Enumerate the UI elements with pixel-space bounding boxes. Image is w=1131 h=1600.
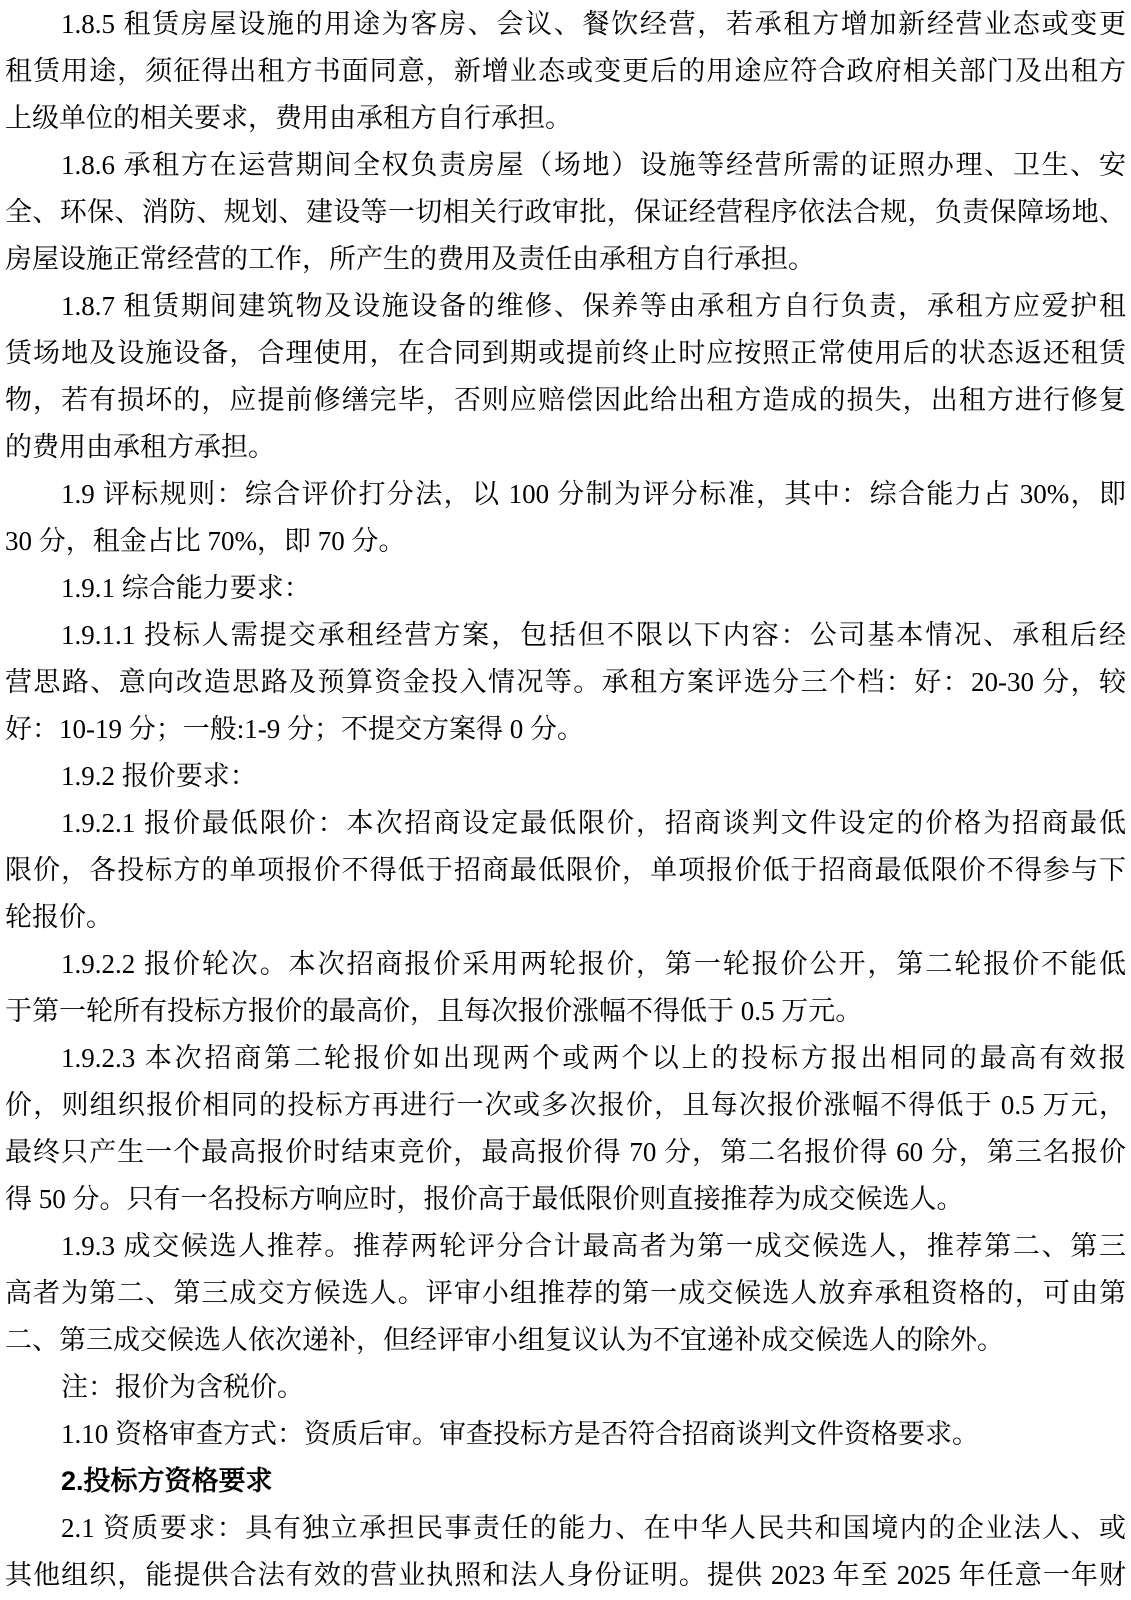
text-line: 30 分，租金占比 70%，即 70 分。 xyxy=(5,526,406,556)
clause-1.9.1.1 xyxy=(5,612,1126,753)
clause-2.1 xyxy=(5,1505,1126,1599)
text-line: 1.8.5 租赁房屋设施的用途为客房、会议、餐饮经营，若承租方增加新经营业态或变更 xyxy=(61,9,1126,39)
text-line: 赁场地及设施设备，合理使用，在合同到期或提前终止时应按照正常使用后的状态返还租赁 xyxy=(5,338,1126,368)
text-line: 1.9.2.3 本次招商第二轮报价如出现两个或两个以上的投标方报出相同的最高有效报 xyxy=(61,1043,1126,1073)
text-line: 的费用由承租方承担。 xyxy=(5,432,275,462)
text-line: 1.9 评标规则：综合评价打分法，以 100 分制为评分标准，其中：综合能力占 30%，即 xyxy=(61,479,1126,509)
text-line: 1.9.2.1 报价最低限价：本次招商设定最低限价，招商谈判文件设定的价格为招商最低 xyxy=(61,808,1126,838)
clause-1.8.5 xyxy=(5,1,1126,142)
text-line: 1.9.2.2 报价轮次。本次招商报价采用两轮报价，第一轮报价公开，第二轮报价不能低 xyxy=(61,949,1126,979)
clause-1.9.2 xyxy=(5,753,1126,800)
text-line: 房屋设施正常经营的工作，所产生的费用及责任由承租方自行承担。 xyxy=(5,244,815,274)
text-line: 全、环保、消防、规划、建设等一切相关行政审批，保证经营程序依法合规，负责保障场地、 xyxy=(5,197,1126,227)
clause-1.9 xyxy=(5,471,1126,565)
text-line: 租赁用途，须征得出租方书面同意，新增业态或变更后的用途应符合政府相关部门及出租方 xyxy=(5,56,1126,86)
clause-1.8.6 xyxy=(5,142,1126,283)
text-line: 1.9.2 报价要求： xyxy=(61,761,257,791)
clause-1.10 xyxy=(5,1411,1126,1458)
section-heading-2 xyxy=(5,1458,1126,1505)
text-line: 二、第三成交候选人依次递补，但经评审小组复议认为不宜递补成交候选人的除外。 xyxy=(5,1325,1004,1355)
text-line: 上级单位的相关要求，费用由承租方自行承担。 xyxy=(5,103,572,133)
text-line: 物，若有损坏的，应提前修缮完毕，否则应赔偿因此给出租方造成的损失，出租方进行修复 xyxy=(5,385,1126,415)
text-line: 1.9.3 成交候选人推荐。推荐两轮评分合计最高者为第一成交候选人，推荐第二、第三 xyxy=(61,1231,1126,1261)
clause-1.9.2.3 xyxy=(5,1035,1126,1223)
text-line: 其他组织，能提供合法有效的营业执照和法人身份证明。提供 2023 年至 2025 年任意一年财 xyxy=(5,1560,1126,1590)
clause-1.9.1 xyxy=(5,565,1126,612)
clause-1.9.2.2 xyxy=(5,941,1126,1035)
note-tax-inclusive xyxy=(5,1364,1126,1411)
text-line: 轮报价。 xyxy=(5,902,113,932)
text-line: 营思路、意向改造思路及预算资金投入情况等。承租方案评选分三个档：好：20-30 分，较 xyxy=(5,667,1126,697)
text-line: 高者为第二、第三成交方候选人。评审小组推荐的第一成交候选人放弃承租资格的，可由第 xyxy=(5,1278,1126,1308)
text-line: 1.8.6 承租方在运营期间全权负责房屋（场地）设施等经营所需的证照办理、卫生、安 xyxy=(61,150,1126,180)
text-line: 1.8.7 租赁期间建筑物及设施设备的维修、保养等由承租方自行负责，承租方应爱护租 xyxy=(61,291,1126,321)
clause-1.8.7 xyxy=(5,283,1126,471)
text-line: 好：10-19 分；一般:1-9 分；不提交方案得 0 分。 xyxy=(5,714,584,744)
text-line: 注：报价为含税价。 xyxy=(61,1372,304,1402)
text-line: 1.9.1.1 投标人需提交承租经营方案，包括但不限以下内容：公司基本情况、承租后经 xyxy=(61,620,1126,650)
text-line: 于第一轮所有投标方报价的最高价，且每次报价涨幅不得低于 0.5 万元。 xyxy=(5,996,863,1026)
text-line: 价，则组织报价相同的投标方再进行一次或多次报价，且每次报价涨幅不得低于 0.5 万元， xyxy=(5,1090,1126,1120)
text-line: 2.1 资质要求：具有独立承担民事责任的能力、在中华人民共和国境内的企业法人、或 xyxy=(61,1513,1126,1543)
text-line: 最终只产生一个最高报价时结束竞价，最高报价得 70 分，第二名报价得 60 分，第三名报价 xyxy=(5,1137,1126,1167)
clause-1.9.2.1 xyxy=(5,800,1126,941)
text-line: 限价，各投标方的单项报价不得低于招商最低限价，单项报价低于招商最低限价不得参与下 xyxy=(5,855,1126,885)
text-line: 2.投标方资格要求 xyxy=(61,1466,273,1496)
text-line: 1.10 资格审查方式：资质后审。审查投标方是否符合招商谈判文件资格要求。 xyxy=(61,1419,979,1449)
text-line: 得 50 分。只有一名投标方响应时，报价高于最低限价则直接推荐为成交候选人。 xyxy=(5,1184,964,1214)
text-line: 1.9.1 综合能力要求： xyxy=(61,573,311,603)
clause-1.9.3 xyxy=(5,1223,1126,1364)
